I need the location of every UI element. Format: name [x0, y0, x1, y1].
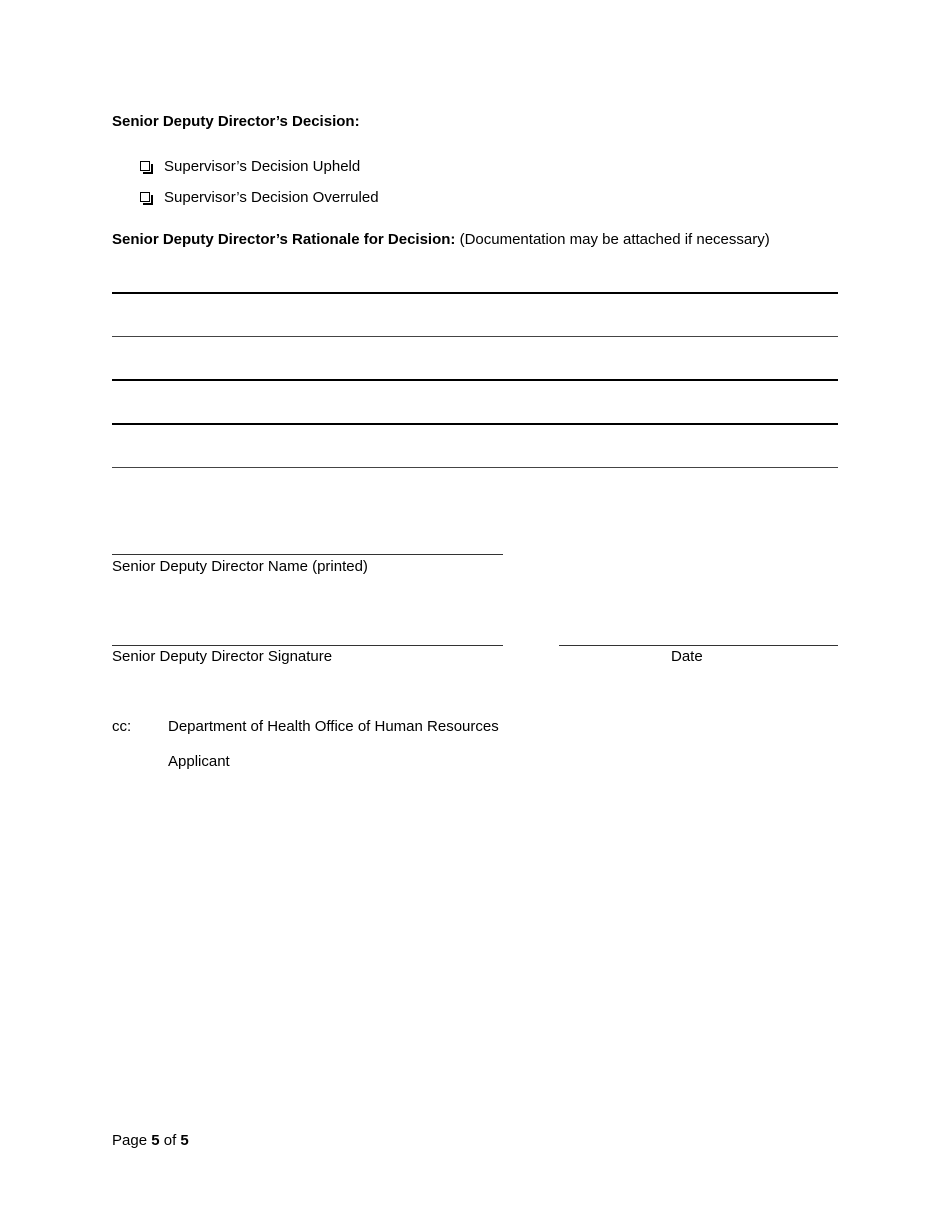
- option-overruled[interactable]: [140, 187, 379, 207]
- name-label: Senior Deputy Director Name (printed): [112, 558, 368, 575]
- checkbox-icon[interactable]: [140, 192, 150, 202]
- rationale-heading: [112, 231, 770, 248]
- name-line[interactable]: [112, 554, 503, 555]
- rationale-label: Senior Deputy Director’s Rationale for Decision:: [112, 231, 456, 248]
- signature-line[interactable]: [112, 645, 503, 646]
- option-upheld[interactable]: [140, 156, 360, 176]
- date-line[interactable]: [559, 645, 838, 646]
- rationale-line-4[interactable]: [112, 423, 838, 425]
- checkbox-icon[interactable]: [140, 161, 150, 171]
- page-of: of: [163, 1132, 177, 1149]
- page-prefix: Page: [112, 1132, 148, 1149]
- page-total: 5: [180, 1132, 189, 1149]
- option-upheld-label: Supervisor’s Decision Upheld: [164, 157, 361, 175]
- rationale-line-5[interactable]: [112, 467, 838, 468]
- rationale-line-2[interactable]: [112, 336, 838, 337]
- page-number: [112, 1132, 189, 1149]
- signature-label: Senior Deputy Director Signature: [112, 648, 333, 665]
- date-label: Date: [671, 648, 703, 665]
- rationale-line-3[interactable]: [112, 379, 838, 381]
- decision-heading: Senior Deputy Director’s Decision:: [112, 113, 360, 130]
- cc-recipient: Department of Health Office of Human Resources: [168, 718, 499, 735]
- option-overruled-label: Supervisor’s Decision Overruled: [164, 188, 379, 206]
- cc-label: cc:: [112, 718, 132, 735]
- rationale-note: (Documentation may be attached if necessary): [459, 231, 770, 248]
- rationale-line-1[interactable]: [112, 292, 838, 294]
- page-current: 5: [151, 1132, 160, 1149]
- cc-recipient: Applicant: [168, 753, 230, 770]
